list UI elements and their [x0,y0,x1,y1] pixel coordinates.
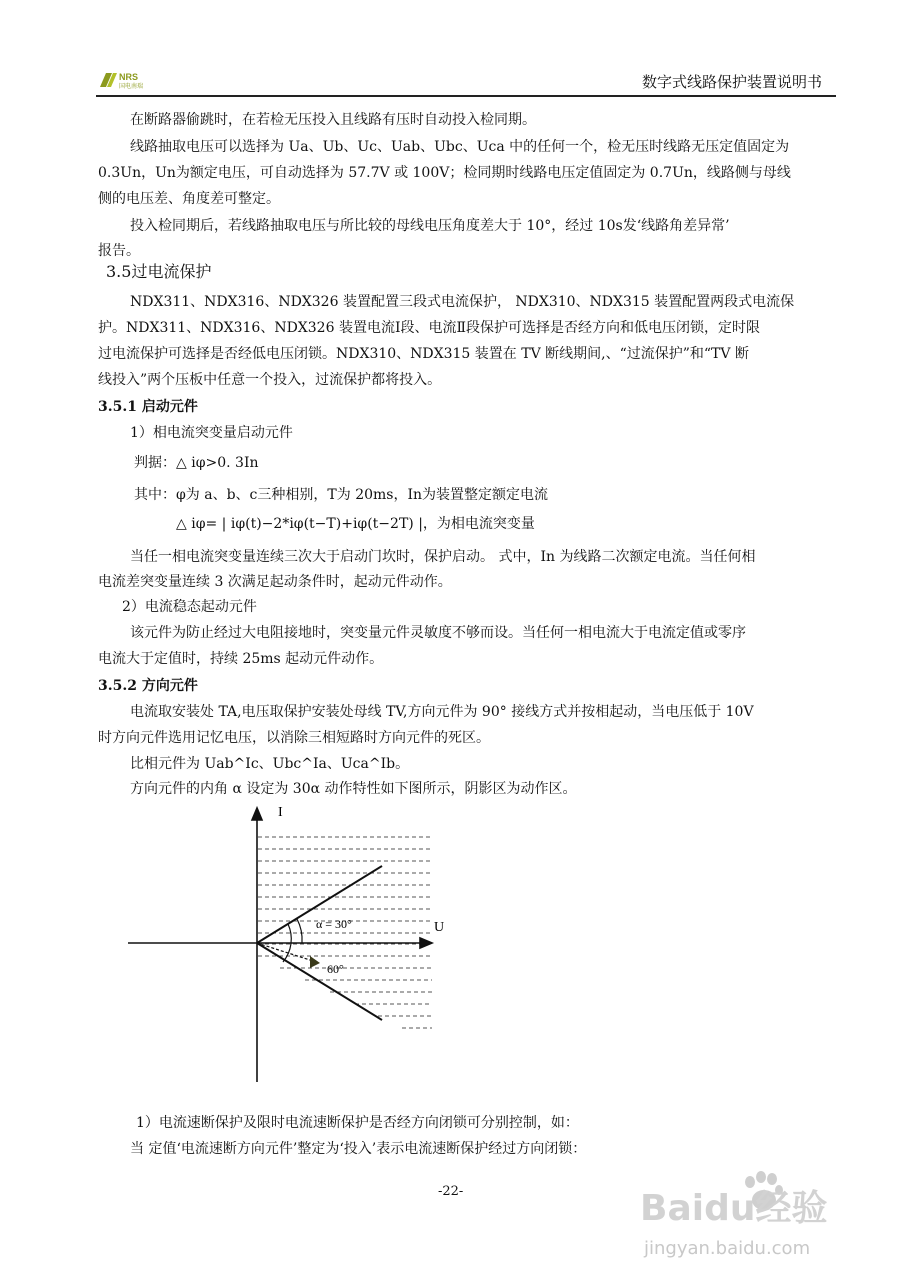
criterion-line: 判据：△ iφ>0. 3In [134,455,259,471]
direction-characteristic-diagram [120,800,460,1094]
paragraph-4-line-3: 过电流保护可选择是否经低电压闭锁。NDX310、NDX315 装置在 TV 断线期间,、“过流保护”和“TV 断 [98,346,749,362]
paragraph-8: 比相元件为 Uab^Ic、Ubc^Ia、Uca^Ib。 [130,756,410,772]
action-zone-hatching [258,837,432,1028]
document-title: 数字式线路保护装置说明书 [642,73,823,91]
paragraph-9: 方向元件的内角 α 设定为 30α 动作特性如下图所示，阴影区为动作区。 [130,781,577,797]
paragraph-2-line-1: 线路抽取电压可以选择为 Ua、Ub、Uc、Uab、Ubc、Uca 中的任何一个，检无压时线路无压定值固定为 [130,139,790,155]
paragraph-4-line-1: NDX311、NDX316、NDX326 装置配置三段式电流保护， NDX310、NDX315 装置配置两段式电流保 [130,294,795,310]
logo-text-top: NRS [119,72,139,82]
axis-u-label: U [434,920,445,935]
paragraph-7-line-1: 电流取安装处 TA,电压取保护安装处母线 TV,方向元件为 90° 接线方式并按相起动，当电压低于 10V [130,704,754,720]
paragraph-3-line-2: 报告。 [98,243,140,259]
paragraph-6-line-1: 该元件为防止经过大电阻接地时，突变量元件灵敏度不够而设。当任何一相电流大于电流定值或零序 [130,625,746,641]
alpha-label: α = 30° [316,917,352,931]
paragraph-7-line-2: 时方向元件选用记忆电压，以消除三相短路时方向元件的死区。 [98,730,490,746]
sixty-degree-label: 60° [327,962,344,976]
i-axis-arrow [252,808,262,820]
u-axis-arrow [420,938,432,948]
definition-line: 其中：φ为 a、b、c三种相别，T为 20ms，In为装置整定额定电流 [134,487,549,503]
last-line: 当 定值‘电流速断方向元件’整定为‘投入’表示电流速断保护经过方向闭锁： [130,1141,587,1157]
logo-text-bottom: 国电南瑞 [119,83,144,90]
section-heading-3-5-1: 3.5.1 启动元件 [98,399,198,415]
paragraph-4-line-2: 护。NDX311、NDX316、NDX326 装置电流Ⅰ段、电流Ⅱ段保护可选择是否经方向和低电压闭锁，定时限 [98,320,760,336]
paragraph-1: 在断路器偷跳时，在若检无压投入且线路有压时自动投入检同期。 [130,112,536,128]
paragraph-4-line-4: 线投入”两个压板中任意一个投入，过流保护都将投入。 [98,372,442,388]
section-heading-3-5-2: 3.5.2 方向元件 [98,678,198,694]
section-heading-3-5: 3.5过电流保护 [106,262,212,281]
header-divider [96,95,836,97]
paragraph-6-line-2: 电流大于定值时，持续 25ms 起动元件动作。 [98,651,384,667]
page-number: -22- [438,1184,464,1199]
watermark-brand: Baidu经验 [640,1188,828,1229]
paragraph-3-line-1: 投入检同期后，若线路抽取电压与所比较的母线电压角度差大于 10°，经过 10s发‘线路角差异常’ [130,218,730,234]
lower-boundary-line [257,943,382,1020]
upper-boundary-line [257,866,382,943]
paragraph-5-line-1: 当任一相电流突变量连续三次大于启动门坎时，保护启动。 式中，In 为线路二次额定电流。当任何相 [130,549,756,565]
baidu-watermark [640,1170,880,1274]
sensitivity-arrow-icon [310,956,320,968]
list-item-1: 1）相电流突变量启动元件 [130,425,293,441]
alpha-angle-arc [297,919,302,943]
formula-line: △ iφ= | iφ(t)−2*iφ(t−T)+iφ(t−2T) |，为相电流突变量 [176,516,535,532]
paragraph-5-line-2: 电流差突变量连续 3 次满足起动条件时，起动元件动作。 [98,574,452,590]
paragraph-2-line-2: 0.3Un，Un为额定电压，可自动选择为 57.7V 或 100V；检同期时线路电压定值固定为 0.7Un，线路侧与母线 [98,165,791,181]
paragraph-2-line-3: 侧的电压差、角度差可整定。 [98,191,280,207]
list-item-i: 1）电流速断保护及限时电流速断保护是否经方向闭锁可分别控制，如： [136,1115,579,1131]
watermark-url: jingyan.baidu.com [644,1238,811,1259]
list-item-2: 2）电流稳态起动元件 [122,599,257,615]
axis-i-label: I [278,805,283,820]
company-logo [98,69,148,95]
